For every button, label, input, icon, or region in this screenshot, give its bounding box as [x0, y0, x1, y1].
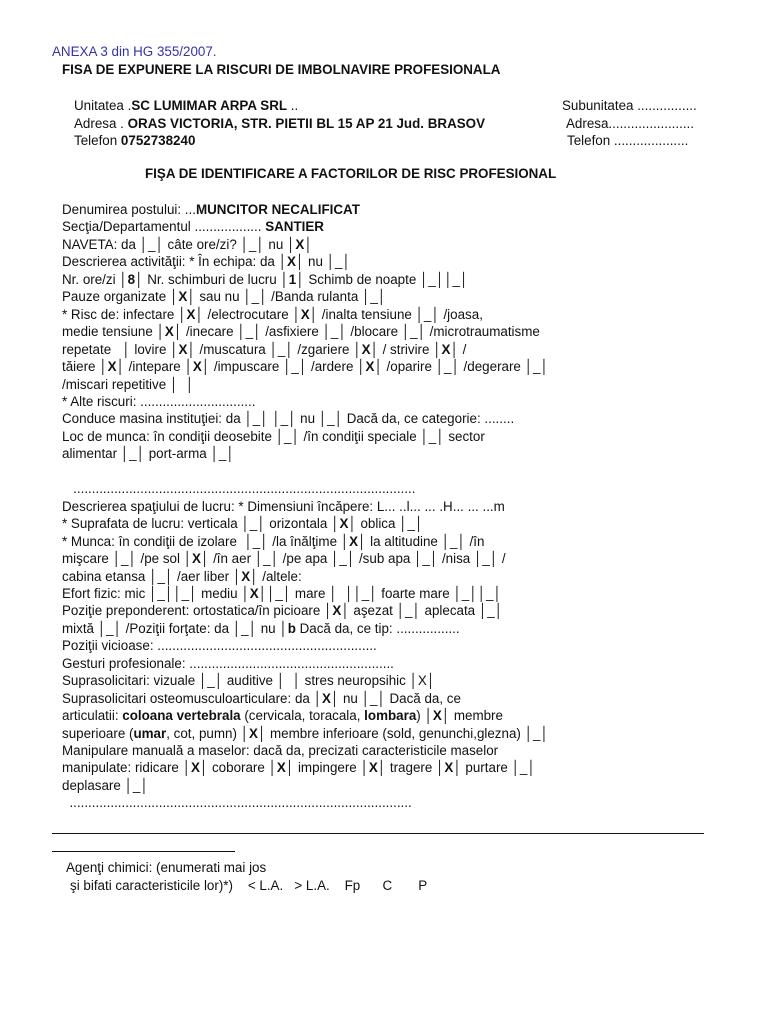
unit-line	[74, 97, 298, 114]
form-value: X	[300, 306, 310, 322]
form-line	[62, 620, 460, 637]
form-text: /miscari repetitive │ │	[62, 376, 195, 392]
form-line	[62, 672, 435, 689]
form-text: * Suprafata de lucru: verticala │_│ orizontala │	[62, 516, 340, 532]
divider-line	[52, 833, 704, 834]
form-value: SANTIER	[265, 219, 324, 235]
section-title: FIŞA DE IDENTIFICARE A FACTORILOR DE RISC PROFESIONAL	[145, 166, 557, 181]
form-text: Descrierea activităţii: * În echipa: da │	[62, 254, 287, 270]
form-line	[62, 236, 313, 253]
form-value: X	[249, 725, 258, 741]
form-text: ............................................................................................	[62, 481, 416, 497]
form-text: │ /oparire │_│ /degerare │_│	[374, 359, 549, 374]
form-text: articulatii:	[62, 708, 123, 723]
form-value: X	[339, 516, 349, 532]
form-text: │ /impuscare │_│ /ardere │	[201, 359, 366, 374]
form-text: │ impingere │	[285, 760, 369, 776]
form-text: Denumirea postului: ...	[62, 202, 196, 217]
form-value: X	[249, 585, 259, 601]
form-text: Descrierea spaţiului de lucru: * Dimensiuni încăpere: L... ..l... ... .H... ... ...m	[62, 498, 505, 514]
form-text: │ / strivire │	[370, 341, 442, 357]
form-text: superioare (	[62, 725, 134, 741]
form-text: (cervicala, toracala,	[240, 708, 365, 723]
form-line	[62, 376, 194, 393]
form-value: X	[361, 341, 371, 357]
form-text: Gesturi profesionale: .......................................................	[62, 655, 394, 671]
form-value: X	[432, 708, 442, 723]
form-value: X	[107, 359, 117, 374]
form-value: X	[321, 690, 331, 706]
form-value: X	[368, 760, 378, 776]
footnote-divider	[52, 851, 235, 852]
form-line	[62, 602, 503, 619]
form-text: alimentar │_│ port-arma │_│	[62, 446, 235, 462]
form-line	[62, 323, 540, 340]
form-text: mişcare │_│ /pe sol │	[62, 551, 193, 566]
form-line	[62, 410, 514, 427]
form-text: NAVETA: da │_│ câte ore/zi? │_│ nu │	[62, 236, 296, 252]
form-value: X	[192, 551, 201, 566]
form-line	[62, 480, 415, 497]
chemical-agents-label: Agenţi chimici: (enumerati mai jos	[66, 860, 267, 875]
form-line	[62, 759, 536, 776]
form-text: │ membre	[441, 708, 503, 723]
form-text: │ /altele:	[250, 568, 302, 584]
form-text: │ la altitudine │_│ /în	[358, 533, 485, 549]
form-value: X	[441, 341, 451, 357]
form-text: │ purtare │_│	[453, 760, 536, 776]
form-text: │ /inecare │_│ /asfixiere │_│ /blocare │_│ /microtraumatisme	[173, 324, 540, 340]
form-text: Loc de munca: în condiţii deosebite │_│ /în condiţii speciale │_│ sector	[62, 428, 485, 444]
form-value: X	[276, 760, 286, 776]
phone-line	[74, 132, 195, 149]
form-value: X	[286, 254, 296, 270]
form-text: Dacă da, ce tip: .................	[295, 620, 460, 636]
address-value: ORAS VICTORIA, STR. PIETII BL 15 AP 21 Jud. BRASOV	[127, 116, 486, 131]
form-text: ............................................................................................	[62, 795, 412, 811]
form-text: │ /muscatura │_│ /zgariere │	[187, 341, 362, 357]
form-text: Poziţie preponderent: ortostatica/în picioare │	[62, 603, 333, 619]
form-line	[62, 515, 423, 532]
form-text: │ coborare │	[199, 760, 277, 776]
form-text: ││_│ mare │ ││_│ foarte mare │_││_│	[258, 585, 502, 601]
form-value: X	[178, 341, 188, 357]
form-value: MUNCITOR NECALIFICAT	[195, 202, 360, 217]
form-text: Manipulare manuală a maselor: dacă da, precizati caracteristicile maselor	[62, 742, 499, 758]
form-line	[62, 393, 255, 410]
form-text: Suprasolicitari osteomusculoarticulare: da │	[62, 690, 322, 706]
form-value: X	[349, 533, 359, 549]
phone-value: 0752738240	[120, 133, 196, 148]
subunit-address-field: Adresa.......................	[566, 116, 694, 131]
form-line	[62, 655, 394, 672]
page-title: FISA DE EXPUNERE LA RISCURI DE IMBOLNAVIRE PROFESIONALA	[62, 62, 501, 77]
form-line	[62, 253, 351, 270]
address-line	[74, 115, 485, 132]
form-value: X	[164, 324, 174, 340]
form-text: │ /	[450, 341, 467, 357]
form-line	[62, 358, 549, 375]
annex-reference: ANEXA 3 din HG 355/2007.	[52, 44, 217, 59]
form-value: X	[365, 359, 375, 374]
form-text: │ /intepare │	[116, 359, 193, 374]
form-text: ) │	[416, 708, 433, 723]
form-text: manipulate: ridicare │	[62, 760, 191, 776]
phone-label: Telefon	[74, 133, 118, 148]
form-text: │ sau nu │_│ /Banda rulanta │_│	[187, 289, 387, 305]
form-value: 1	[288, 271, 297, 287]
form-value: coloana vertebrala	[122, 708, 241, 723]
form-text: │ /electrocutare │	[195, 306, 301, 322]
form-line	[62, 428, 485, 445]
form-line	[62, 445, 235, 462]
form-line	[62, 550, 506, 567]
form-line	[62, 341, 466, 358]
form-text: │ tragere │	[377, 760, 445, 776]
form-text: repetate │ lovire │	[62, 341, 179, 357]
chemical-agents-columns: şi bifati caracteristicile lor)*) < L.A. > L.A. Fp C P	[70, 878, 428, 893]
form-line	[62, 585, 502, 602]
form-value: umar	[133, 725, 167, 741]
form-text: mixtă │_│ /Poziţii forţate: da │_│ nu │	[62, 620, 288, 636]
form-text: │	[304, 236, 313, 252]
form-line	[62, 742, 498, 759]
unit-value: SC LUMIMAR ARPA SRL	[131, 98, 288, 113]
form-text: Efort fizic: mic │_││_│ mediu │	[62, 585, 250, 601]
form-line	[62, 777, 149, 794]
form-text: │ /în aer │_│ /pe apa │_│ /sub apa │_│ /nisa │_│ /	[200, 551, 506, 566]
form-text: Secţia/Departamentul ..................	[62, 219, 266, 235]
form-value: X	[332, 603, 342, 619]
form-text: deplasare │_│	[62, 777, 149, 793]
form-line	[62, 271, 468, 288]
form-text: * Alte riscuri: ...............................	[62, 393, 256, 409]
form-value: X	[241, 568, 251, 584]
form-text: tăiere │	[62, 359, 108, 374]
form-text: Nr. ore/zi │	[62, 271, 128, 287]
form-value: 8	[127, 271, 136, 287]
form-text: Poziţii vicioase: ...........................................................	[62, 638, 377, 654]
form-text: Suprasolicitari: vizuale │_│ auditive │ │ stres neuropsihic │X│	[62, 673, 436, 689]
form-value: lombara	[364, 708, 417, 723]
unit-label: Unitatea .	[74, 98, 132, 113]
form-line	[62, 794, 412, 811]
form-text: │ nu │_│ Dacă da, ce	[330, 690, 461, 706]
form-text: Pauze organizate │	[62, 289, 179, 305]
address-label: Adresa .	[74, 116, 124, 131]
form-text: │ membre inferioare (sold, genunchi,glezna) │_│	[257, 725, 549, 741]
form-value: X	[192, 359, 202, 374]
form-line	[62, 707, 503, 724]
unit-suffix: ..	[290, 98, 299, 113]
form-value: X	[444, 760, 454, 776]
form-text: │ nu │_│	[295, 254, 351, 270]
form-line	[62, 690, 461, 707]
form-line	[62, 201, 360, 218]
form-line	[62, 498, 505, 515]
form-text: , cot, pumn) │	[166, 725, 249, 741]
form-line	[62, 637, 377, 654]
form-text: │ /inalta tensiune │_│ /joasa,	[309, 306, 483, 322]
form-line	[62, 306, 483, 323]
form-value: X	[190, 760, 200, 776]
form-text: │ aşezat │_│ aplecata │_│	[341, 603, 504, 619]
form-line	[62, 288, 386, 305]
subunit-phone-field: Telefon ....................	[567, 133, 689, 148]
form-line	[62, 725, 549, 742]
form-line	[62, 533, 484, 550]
form-value: b	[287, 620, 296, 636]
form-value: X	[295, 236, 305, 252]
form-text: * Risc de: infectare │	[62, 306, 187, 322]
form-line	[62, 218, 324, 235]
form-text: cabina etansa │_│ /aer liber │	[62, 568, 242, 584]
subunit-field: Subunitatea ................	[562, 98, 697, 113]
form-text: * Munca: în condiţii de izolare │_│ /la înălţime │	[62, 533, 350, 549]
form-value: X	[186, 306, 196, 322]
form-value: X	[178, 289, 188, 305]
form-text: │ oblica │_│	[348, 516, 424, 532]
form-text: medie tensiune │	[62, 324, 165, 340]
form-text: │ Nr. schimburi de lucru │	[135, 271, 289, 287]
form-line	[62, 568, 302, 585]
form-text: │ Schimb de noapte │_││_│	[296, 271, 469, 287]
form-text: Conduce masina instituţiei: da │_│ │_│ nu │_│ Dacă da, ce categorie: ........	[62, 411, 515, 427]
